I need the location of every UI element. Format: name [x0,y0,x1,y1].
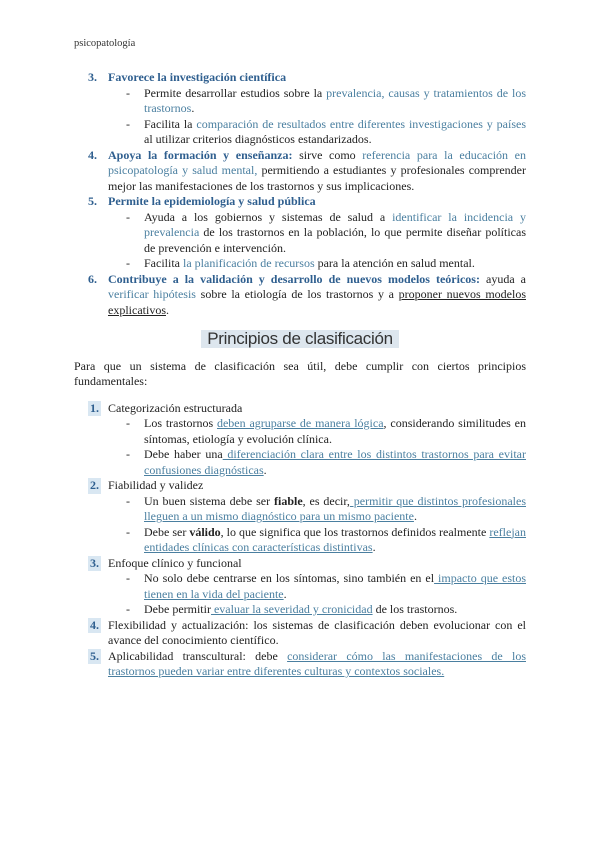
item-number: 4. [88,147,97,162]
intro-paragraph: Para que un sistema de clasificación sea útil, debe cumplir con ciertos principios fundamentales: [74,358,526,388]
sub-item: - Facilita la comparación de resultados entre diferentes investigaciones y países al utilizar criterios diagnósticos estandarizados. [126,116,526,146]
item-number: 3. [88,70,97,84]
sub-item: - Ayuda a los gobiernos y sistemas de salud a identificar la incidencia y prevalencia de los trastornos en la población, lo que permite diseñar políticas de prevención e intervención. [126,209,526,255]
list-item [74,556,526,618]
list-item: 4. Apoya la formación y enseñanza: sirve como referencia para la educación en psicopatología y salud mental, permitiendo a estudiantes y profesionales comprender mejor las manifestaciones de los trastornos y sus implicaciones. [88,147,526,193]
section-heading: Principios de clasificación [74,330,526,349]
item-title: Apoya la formación y enseñanza: [108,147,293,162]
sub-list [108,571,526,618]
item-title: Enfoque clínico y funcional [108,555,242,570]
sub-item: - Un buen sistema debe ser fiable, es decir, permitir que distintos profesionales lleguen a un mismo diagnóstico para un mismo paciente. [126,493,526,523]
sub-list [108,210,526,272]
item-number: 5. [90,648,99,663]
item-number: 5. [88,194,97,208]
sub-item: - Facilita la planificación de recursos para la atención en salud mental. [126,256,475,270]
list-item [74,478,526,556]
sub-list [108,86,526,148]
document-body [74,70,526,680]
sub-item: - Los trastornos deben agruparse de manera lógica, considerando similitudes en síntomas, etiología y evolución clínica. [126,416,527,446]
item-title: Contribuye a la validación y desarrollo de nuevos modelos teóricos: [108,271,480,286]
item-title: Favorece la investigación científica [108,70,287,84]
list-item [74,70,526,148]
sub-item: - Debe permitir evaluar la severidad y cronicidad de los trastornos. [126,602,458,616]
item-number: 4. [90,617,99,632]
list-item [74,401,526,479]
item-number: 2. [90,478,99,492]
sub-list [108,416,526,478]
principles-list [74,401,526,680]
sub-item: - No solo debe centrarse en los síntomas, sino también en el impacto que estos tienen en la vida del paciente. [126,571,527,601]
list-item [74,194,526,272]
item-title: Flexibilidad y actualización: [108,617,249,632]
sub-item: - Debe ser válido, lo que significa que los trastornos definidos realmente reflejan entidades clínicas con características distintivas. [126,524,526,554]
item-title: Permite la epidemiología y salud pública [108,194,316,208]
list-item: 6. Contribuye a la validación y desarrollo de nuevos modelos teóricos: ayuda a verificar hipótesis sobre la etiología de los trastornos y a proponer nuevos modelos explicativos. [88,271,526,317]
sub-item: - Permite desarrollar estudios sobre la prevalencia, causas y tratamientos de los trastornos. [126,85,526,115]
list-item: 5. Aplicabilidad transcultural: debe considerar cómo las manifestaciones de los trastornos pueden variar entre diferentes culturas y contextos sociales. [90,648,526,678]
item-number: 3. [90,555,99,570]
item-title: Categorización estructurada [108,400,243,415]
item-number: 6. [88,271,97,286]
sub-list [108,494,526,556]
item-title: Aplicabilidad transcultural: [108,648,246,663]
benefits-list [74,70,526,318]
sub-item: - Debe haber una diferenciación clara entre los distintos trastornos para evitar confusiones diagnósticas. [126,447,526,477]
item-title: Fiabilidad y validez [108,478,204,492]
page-header: psicopatología [74,38,136,49]
item-number: 1. [90,400,99,415]
list-item: 4. Flexibilidad y actualización: los sistemas de clasificación deben evolucionar con el avance del conocimiento científico. [90,617,526,647]
